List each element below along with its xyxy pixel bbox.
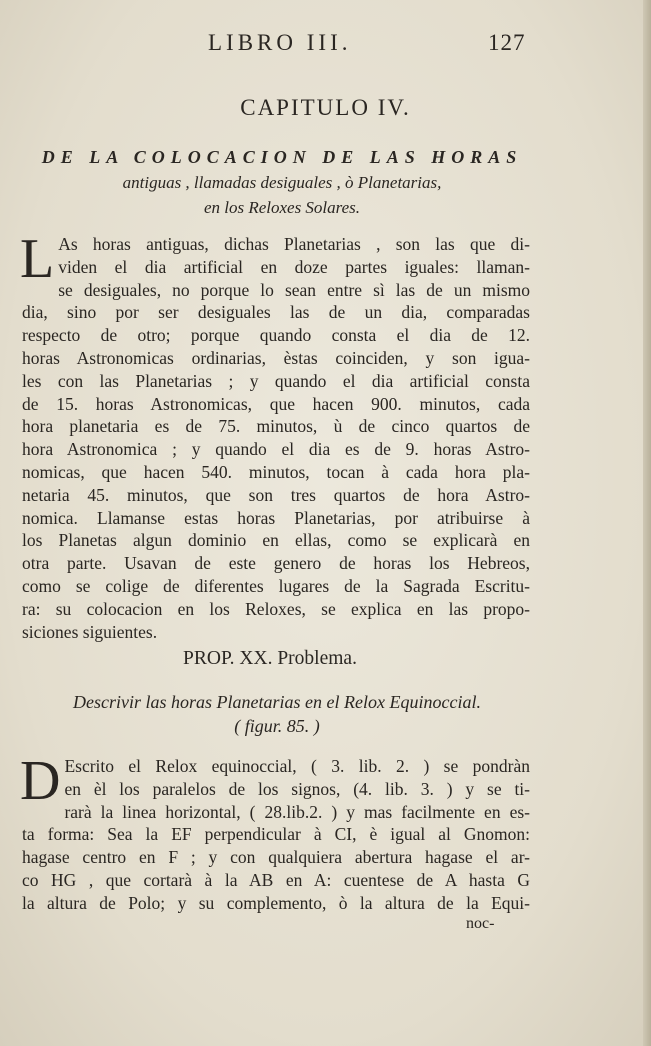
drop-cap: L	[20, 228, 55, 290]
text-line: se desiguales, no porque lo sean entre sì las de un mismo	[58, 279, 530, 300]
figure-reference: ( figur. 85. )	[234, 716, 320, 736]
proposition-heading: PROP. XX. Problema.	[183, 648, 357, 669]
text-line: viden el dia artificial en doze partes iguales: llaman-	[58, 256, 530, 277]
text-line: de 15. horas Astronomicas, que hacen 900. minutos, cada	[22, 393, 530, 414]
proposition-title-line: Descrivir las horas Planetarias en el Relox Equinoccial.	[73, 692, 481, 712]
text-line: dia, sino por ser desiguales las de un dia, comparadas	[22, 302, 530, 323]
text-line: otra parte. Usavan de este genero de horas los Hebreos,	[22, 553, 530, 574]
paragraph	[20, 750, 530, 915]
chapter-title	[22, 145, 542, 220]
text-line: nomicas, que hacen 540. minutos, tocan à cada hora pla-	[22, 461, 530, 482]
page-edge	[643, 0, 651, 1046]
text-line: As horas antiguas, dichas Planetarias , son las que di-	[58, 234, 530, 254]
text-line: nomica. Llamanse estas horas Planetarias, por atribuirse à	[22, 507, 530, 528]
chapter-title-line: en los Reloxes Solares.	[203, 198, 361, 217]
text-line: siciones siguientes.	[22, 621, 158, 642]
page-number: 127	[488, 30, 526, 55]
text-line: ta forma: Sea la EF perpendicular à CI, è igual al Gnomon:	[22, 824, 530, 845]
page-header	[0, 30, 651, 60]
chapter-heading: CAPITULO IV.	[240, 95, 411, 120]
text-line: los Planetas algun dominio en ellas, como se explicarà en	[22, 530, 530, 551]
text-line: hora planetaria es de 75. minutos, ù de cinco quartos de	[22, 416, 530, 437]
text-line: como se colige de diferentes lugares de la Sagrada Escritu-	[22, 575, 530, 596]
drop-cap: D	[20, 750, 61, 812]
running-head: LIBRO III.	[208, 30, 352, 55]
text-line: hora Astronomica ; y quando el dia es de 9. horas Astro-	[22, 439, 530, 460]
text-line: rarà la linea horizontal, ( 28.lib.2. ) y mas facilmente en es-	[64, 801, 530, 822]
text-line: en èl los paralelos de los signos, (4. lib. 3. ) y se ti-	[64, 778, 530, 799]
text-line: respecto de otro; porque quando consta el dia de 12.	[22, 325, 530, 346]
text-line: hagase centro en F ; y con qualquiera abertura hagase el ar-	[22, 847, 530, 868]
text-line: Escrito el Relox equinoccial, ( 3. lib. 2. ) se pondràn	[64, 756, 530, 776]
text-line: ra: su colocacion en los Reloxes, se explica en las propo-	[22, 598, 530, 619]
text-line: co HG , que cortarà à la AB en A: cuentese de A hasta G	[22, 869, 530, 890]
text-line: la altura de Polo; y su complemento, ò la altura de la Equi-	[22, 892, 530, 913]
chapter-title-line: antiguas , llamadas desiguales , ò Planetarias,	[122, 173, 442, 192]
text-line: netaria 45. minutos, que son tres quartos de hora Astro-	[22, 484, 530, 505]
paragraph	[20, 228, 530, 643]
chapter-title-line: DE LA COLOCACION DE LAS HORAS	[41, 147, 523, 167]
text-line: horas Astronomicas ordinarias, èstas coinciden, y son igua-	[22, 347, 530, 368]
text-line: les con las Planetarias ; y quando el dia artificial consta	[22, 370, 530, 391]
catchword: noc-	[466, 915, 495, 932]
proposition-title	[22, 690, 532, 738]
